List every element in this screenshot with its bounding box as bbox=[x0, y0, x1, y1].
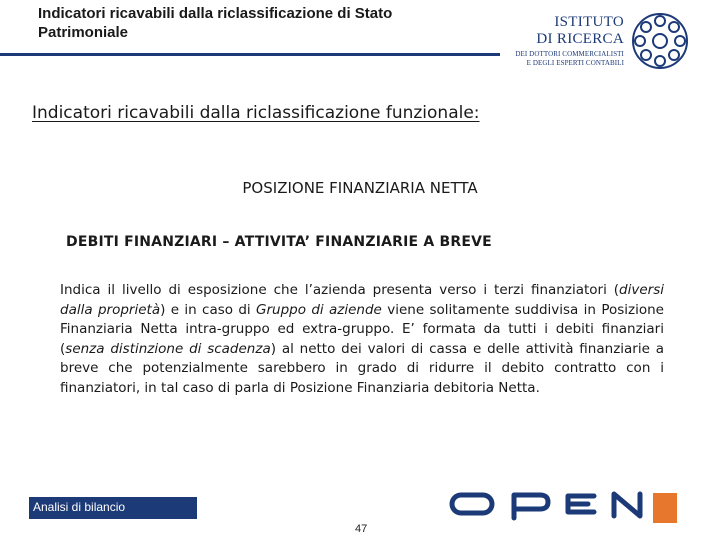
open-brand-logo bbox=[444, 486, 654, 522]
slide-title-line1: Indicatori ricavabili dalla riclassificazione di Stato bbox=[38, 5, 393, 22]
desc-part: viene solitamente suddivisa in Posizione Finanziaria Netta intra-gruppo ed extra-gruppo. E’ formata da tutti i debiti finanziari ( bbox=[60, 301, 664, 357]
title-rule bbox=[0, 53, 500, 56]
pfn-heading: POSIZIONE FINANZIARIA NETTA bbox=[242, 179, 478, 197]
logo-sub-line1: DEI DOTTORI COMMERCIALISTI bbox=[515, 50, 624, 58]
page-number: 47 bbox=[355, 523, 368, 535]
ring-emblem-icon bbox=[628, 10, 692, 72]
desc-part: Indica il livello di esposizione che l’azienda presenta verso i terzi finanziatori ( bbox=[60, 282, 620, 298]
logo-text bbox=[502, 14, 624, 68]
istituto-di-ricerca-logo bbox=[498, 10, 698, 72]
slide-title-line2: Patrimoniale bbox=[38, 24, 129, 41]
desc-italic: diversi dalla proprietà bbox=[60, 282, 664, 318]
logo-line1: ISTITUTO bbox=[554, 14, 624, 30]
formula-heading: DEBITI FINANZIARI – ATTIVITA’ FINANZIARIE A BREVE bbox=[66, 234, 492, 250]
logo-sub bbox=[502, 50, 624, 68]
slide-title bbox=[38, 4, 508, 42]
desc-part: ) e in caso di bbox=[160, 301, 257, 318]
desc-part: ) al netto dei valori di cassa e delle attività finanziarie a breve che potenzialmente sarebbero in grado di ridurre il debito contratto con i finanziatori, in tal caso di parla di Posizione Finanziaria debitoria Netta. bbox=[60, 340, 664, 396]
desc-italic: senza distinzione di scadenza bbox=[65, 340, 271, 357]
section-title: Indicatori ricavabili dalla riclassificazione funzionale: bbox=[32, 103, 480, 123]
logo-sub-line2: E DEGLI ESPERTI CONTABILI bbox=[526, 59, 624, 67]
orange-badge bbox=[653, 493, 677, 523]
footer-label: Analisi di bilancio bbox=[33, 500, 126, 514]
desc-italic: Gruppo di aziende bbox=[256, 301, 382, 318]
description-paragraph bbox=[60, 281, 664, 398]
logo-line2: DI RICERCA bbox=[536, 31, 624, 47]
